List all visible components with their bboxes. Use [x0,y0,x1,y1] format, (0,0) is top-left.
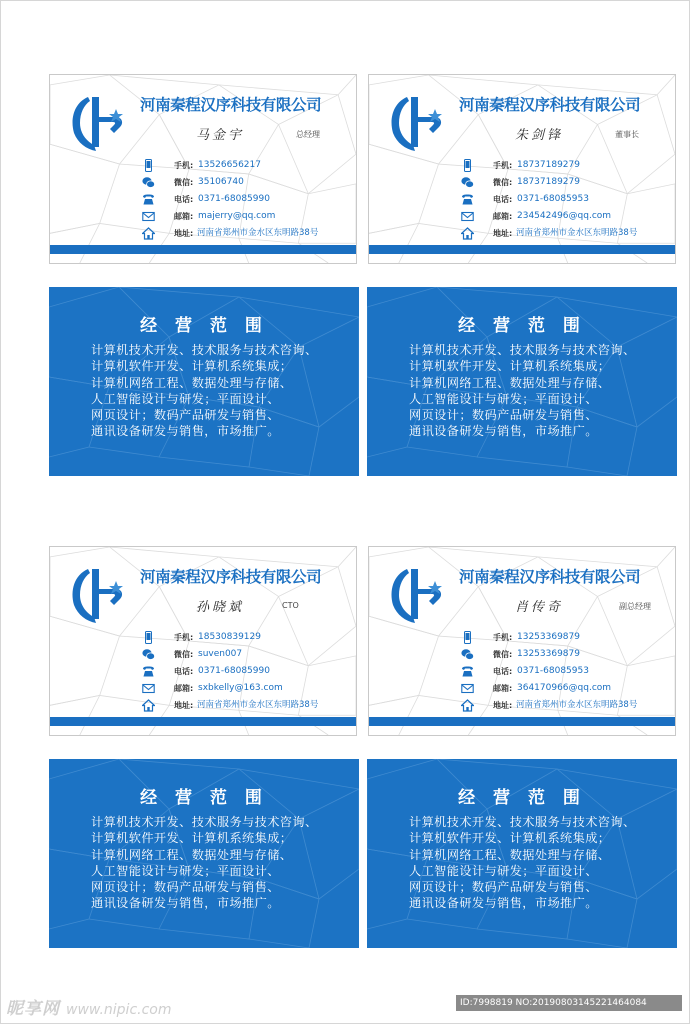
home-address-icon [142,227,155,240]
scope-line: 网页设计；数码产品研发与销售、 [409,880,598,895]
tel-label: 电话: [493,667,513,676]
scope-line: 通讯设备研发与销售，市场推广。 [409,424,598,439]
contact-row-tel [461,191,675,208]
business-scope-text [409,342,669,440]
scope-line: 人工智能设计与研发；平面设计、 [409,863,598,878]
bottom-blue-band [369,245,675,254]
company-name: 河南秦程汉序科技有限公司 [459,568,641,586]
company-name: 河南秦程汉序科技有限公司 [140,568,322,586]
contact-row-tel [142,663,356,680]
business-scope-text [91,814,351,912]
wechat-label: 微信: [493,650,513,659]
contact-row-email [142,208,356,225]
email-value: majerry@qq.com [198,211,276,221]
email-label: 邮箱: [493,684,513,693]
scope-line: 计算机网络工程、数据处理与存储、 [409,375,611,390]
contact-list [142,629,356,714]
email-icon [142,682,155,695]
contact-row-phone [461,629,675,646]
email-value: sxbkelly@163.com [198,683,283,693]
email-label: 邮箱: [174,684,194,693]
person-name: 朱剑锋 [515,128,564,143]
address-value: 河南省郑州市金水区东明路38号 [197,700,319,710]
contact-row-wechat [142,174,356,191]
business-scope-heading: 经 营 范 围 [140,316,268,336]
scope-line: 计算机技术开发、技术服务与技术咨询、 [91,815,318,829]
telephone-icon [142,665,155,678]
mobile-phone-icon [142,631,155,644]
company-logo-icon [66,89,130,155]
telephone-icon [142,193,155,206]
email-label: 邮箱: [493,212,513,221]
wechat-icon [142,176,155,189]
business-card-back-4 [367,759,677,948]
scope-line: 计算机网络工程、数据处理与存储、 [91,375,293,390]
business-scope-heading: 经 营 范 围 [140,788,268,808]
contact-list [461,157,675,242]
business-scope-text [91,342,351,440]
business-card-front-1 [49,74,357,264]
contact-row-wechat [461,646,675,663]
phone-value: 13526656217 [198,160,261,170]
tel-value: 0371-68085953 [517,666,589,676]
business-scope-heading: 经 营 范 围 [458,316,586,336]
phone-value: 18530839129 [198,632,261,642]
email-icon [142,210,155,223]
tel-label: 电话: [174,195,194,204]
email-value: 364170966@qq.com [517,683,612,693]
phone-value: 13253369879 [517,632,580,642]
email-value: 234542496@qq.com [517,211,612,221]
wechat-value: 13253369879 [517,649,580,659]
telephone-icon [461,665,474,678]
phone-value: 18737189279 [517,160,580,170]
wechat-icon [461,648,474,661]
scope-line: 计算机网络工程、数据处理与存储、 [91,847,293,862]
scope-line: 计算机软件开发、计算机系统集成； [91,359,293,374]
bottom-blue-band [50,245,356,254]
company-name: 河南秦程汉序科技有限公司 [140,96,322,114]
business-card-back-3 [49,759,359,948]
tel-label: 电话: [174,667,194,676]
contact-row-tel [461,663,675,680]
business-card-back-2 [367,287,677,476]
phone-label: 手机: [174,633,194,642]
address-value: 河南省郑州市金水区东明路38号 [197,228,319,238]
business-card-front-3 [49,546,357,736]
address-label: 地址: [493,229,513,238]
tel-value: 0371-68085990 [198,666,270,676]
contact-row-email [142,680,356,697]
scope-line: 人工智能设计与研发；平面设计、 [91,391,280,406]
tel-value: 0371-68085953 [517,194,589,204]
scope-line: 通讯设备研发与销售，市场推广。 [91,896,280,911]
wechat-icon [142,648,155,661]
wechat-value: 18737189279 [517,177,580,187]
business-card-back-1 [49,287,359,476]
address-label: 地址: [493,701,513,710]
scope-line: 人工智能设计与研发；平面设计、 [409,391,598,406]
scope-line: 计算机软件开发、计算机系统集成； [409,831,611,846]
person-title: CTO [282,601,299,610]
wechat-label: 微信: [174,178,194,187]
home-address-icon [461,699,474,712]
address-label: 地址: [174,701,194,710]
telephone-icon [461,193,474,206]
contact-row-wechat [461,174,675,191]
phone-label: 手机: [493,633,513,642]
scope-line: 计算机软件开发、计算机系统集成； [409,359,611,374]
contact-row-address [142,697,356,714]
scope-line: 计算机技术开发、技术服务与技术咨询、 [91,343,318,357]
contact-row-phone [461,157,675,174]
contact-row-email [461,680,675,697]
business-card-front-2 [368,74,676,264]
bottom-blue-band [50,717,356,726]
scope-line: 通讯设备研发与销售，市场推广。 [91,424,280,439]
company-logo-icon [66,561,130,627]
contact-row-wechat [142,646,356,663]
contact-list [461,629,675,714]
email-icon [461,682,474,695]
home-address-icon [461,227,474,240]
phone-label: 手机: [493,161,513,170]
mobile-phone-icon [461,159,474,172]
person-name: 孙晓斌 [196,600,245,615]
scope-line: 通讯设备研发与销售，市场推广。 [409,896,598,911]
contact-row-tel [142,191,356,208]
bottom-blue-band [369,717,675,726]
watermark [6,994,172,1019]
contact-row-phone [142,157,356,174]
contact-list [142,157,356,242]
scope-line: 计算机技术开发、技术服务与技术咨询、 [409,815,636,829]
scope-line: 网页设计；数码产品研发与销售、 [91,408,280,423]
contact-row-address [461,225,675,242]
contact-row-address [461,697,675,714]
contact-row-email [461,208,675,225]
scope-line: 网页设计；数码产品研发与销售、 [91,880,280,895]
contact-row-phone [142,629,356,646]
watermark-url: www.nipic.com [66,1002,172,1018]
address-value: 河南省郑州市金水区东明路38号 [516,700,638,710]
email-label: 邮箱: [174,212,194,221]
scope-line: 计算机软件开发、计算机系统集成； [91,831,293,846]
business-scope-text [409,814,669,912]
company-name: 河南秦程汉序科技有限公司 [459,96,641,114]
person-name: 马金宇 [196,128,245,143]
wechat-value: 35106740 [198,177,244,187]
address-label: 地址: [174,229,194,238]
address-value: 河南省郑州市金水区东明路38号 [516,228,638,238]
company-logo-icon [385,561,449,627]
tel-value: 0371-68085990 [198,194,270,204]
company-logo-icon [385,89,449,155]
person-title: 董事长 [615,130,639,139]
business-scope-heading: 经 营 范 围 [458,788,586,808]
mobile-phone-icon [142,159,155,172]
wechat-icon [461,176,474,189]
image-id-label: ID:7998819 NO:20190803145221464084 [456,995,682,1011]
contact-row-address [142,225,356,242]
business-card-front-4 [368,546,676,736]
scope-line: 人工智能设计与研发；平面设计、 [91,863,280,878]
tel-label: 电话: [493,195,513,204]
scope-line: 计算机网络工程、数据处理与存储、 [409,847,611,862]
mobile-phone-icon [461,631,474,644]
home-address-icon [142,699,155,712]
person-title: 副总经理 [619,602,651,611]
person-name: 肖传奇 [515,600,564,615]
email-icon [461,210,474,223]
wechat-value: suven007 [198,649,243,659]
wechat-label: 微信: [174,650,194,659]
person-title: 总经理 [296,130,320,139]
watermark-brand: 昵享网 [6,999,60,1019]
scope-line: 计算机技术开发、技术服务与技术咨询、 [409,343,636,357]
scope-line: 网页设计；数码产品研发与销售、 [409,408,598,423]
phone-label: 手机: [174,161,194,170]
wechat-label: 微信: [493,178,513,187]
